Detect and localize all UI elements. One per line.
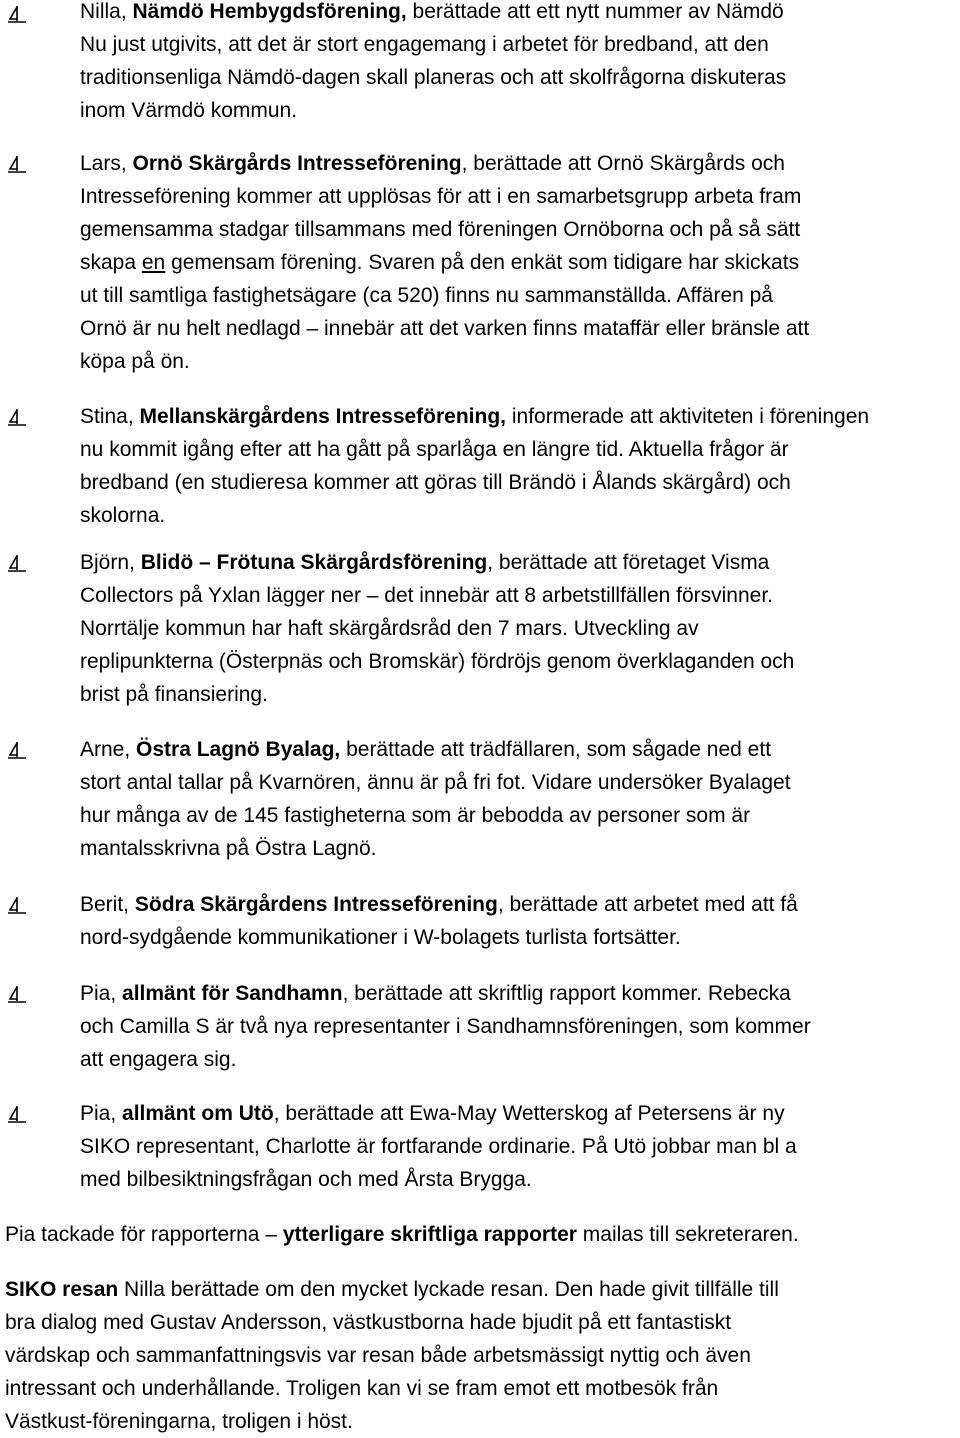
- text-segment: Björn,: [80, 551, 141, 574]
- sailboat-icon: [6, 1104, 28, 1126]
- text-line: [80, 213, 958, 246]
- text-line: [80, 147, 958, 180]
- organization-name: Östra Lagnö Byalag,: [136, 738, 341, 761]
- text-line: [5, 1339, 955, 1372]
- underlined-word: en: [141, 251, 166, 274]
- text-line: [80, 678, 958, 711]
- text-line: [80, 977, 958, 1010]
- text-segment: Arne,: [80, 738, 137, 761]
- text-segment: Pia tackade för rapporterna –: [5, 1223, 283, 1246]
- text-segment: SIKO representant, Charlotte är fortfarande ordinarie. På Utö jobbar man bl a: [80, 1135, 797, 1158]
- text-segment: Pia,: [80, 982, 123, 1005]
- report-item-text: [80, 0, 958, 127]
- text-line: [80, 1163, 958, 1196]
- sailboat-icon: [6, 154, 28, 176]
- text-segment: och Camilla S är två nya representanter i Sandhamnsföreningen, som kommer: [80, 1015, 811, 1038]
- text-segment: Berit,: [80, 893, 135, 916]
- report-item-text: [80, 977, 958, 1076]
- organization-name: allmänt om Utö: [122, 1102, 274, 1125]
- text-line: [80, 246, 958, 279]
- text-segment: att engagera sig.: [80, 1048, 237, 1071]
- text-segment: Ornö är nu helt nedlagd – innebär att det varken finns mataffär eller bränsle att: [80, 317, 810, 340]
- text-line: [80, 1130, 958, 1163]
- text-segment: Nu just utgivits, att det är stort engagemang i arbetet för bredband, att den: [80, 33, 769, 56]
- text-line: [80, 645, 958, 678]
- sailboat-icon: [6, 984, 28, 1006]
- text-line: [80, 433, 958, 466]
- text-line: [80, 832, 958, 865]
- organization-name: Mellanskärgårdens Intresseförening,: [139, 405, 507, 428]
- text-line: [5, 1405, 955, 1438]
- report-item-text: [80, 400, 958, 532]
- text-line: [80, 0, 958, 28]
- text-segment: värdskap och sammanfattningsvis var resan både arbetsmässigt nyttig och även: [5, 1344, 751, 1367]
- closing-paragraph: [5, 1218, 955, 1251]
- text-segment: ut till samtliga fastighetsägare (ca 520) finns nu sammanställda. Affären på: [80, 284, 773, 307]
- text-segment: berättade att ett nytt nummer av Nämdö: [406, 0, 784, 23]
- text-segment: , berättade att Ornö Skärgårds och: [461, 152, 785, 175]
- text-line: [5, 1372, 955, 1405]
- text-segment: , berättade att Ewa-May Wetterskog af Petersens är ny: [273, 1102, 785, 1125]
- text-line: [5, 1218, 955, 1251]
- text-segment: hur många av de 145 fastigheterna som är bebodda av personer som är: [80, 804, 751, 827]
- text-segment: berättade att trädfällaren, som sågade ned ett: [340, 738, 772, 761]
- text-line: [80, 766, 958, 799]
- organization-name: SIKO resan: [5, 1278, 119, 1301]
- text-segment: traditionsenliga Nämdö-dagen skall planeras och att skolfrågorna diskuteras: [80, 66, 787, 89]
- text-line: [80, 1043, 958, 1076]
- report-item-text: [80, 888, 958, 954]
- text-segment: bredband (en studieresa kommer att göras till Brändö i Ålands skärgård) och: [80, 471, 791, 494]
- text-segment: mantalsskrivna på Östra Lagnö.: [80, 837, 377, 860]
- sailboat-icon: [6, 553, 28, 575]
- text-segment: mailas till sekreteraren.: [576, 1223, 799, 1246]
- text-segment: nu kommit igång efter att ha gått på sparlåga en längre tid. Aktuella frågor är: [80, 438, 789, 461]
- siko-resan-paragraph: [5, 1273, 955, 1438]
- text-segment: intressant och underhållande. Troligen kan vi se fram emot ett motbesök från: [5, 1377, 719, 1400]
- text-segment: , berättade att arbetet med att få: [497, 893, 798, 916]
- text-segment: Lars,: [80, 152, 133, 175]
- text-segment: gemensamma stadgar tillsammans med föreningen Ornöborna och på så sätt: [80, 218, 801, 241]
- text-line: [80, 61, 958, 94]
- text-segment: Stina,: [80, 405, 140, 428]
- text-line: [80, 466, 958, 499]
- text-segment: replipunkterna (Österpnäs och Bromskär) fördröjs genom överklaganden och: [80, 650, 795, 673]
- organization-name: Ornö Skärgårds Intresseförening: [132, 152, 462, 175]
- text-segment: nord-sydgående kommunikationer i W-bolagets turlista fortsätter.: [80, 926, 681, 949]
- text-segment: skolorna.: [80, 504, 166, 527]
- text-segment: Nilla berättade om den mycket lyckade resan. Den hade givit tillfälle till: [118, 1278, 779, 1301]
- text-segment: Collectors på Yxlan lägger ner – det innebär att 8 arbetstillfällen försvinner.: [80, 584, 774, 607]
- text-segment: bra dialog med Gustav Andersson, västkustborna hade bjudit på ett fantastiskt: [5, 1311, 732, 1334]
- report-item-text: [80, 546, 958, 711]
- text-line: [80, 94, 958, 127]
- organization-name: Södra Skärgårdens Intresseförening: [134, 893, 498, 916]
- text-line: [5, 1273, 955, 1306]
- text-line: [80, 1097, 958, 1130]
- text-line: [80, 888, 958, 921]
- text-line: [80, 345, 958, 378]
- text-line: [80, 28, 958, 61]
- text-line: [80, 499, 958, 532]
- organization-name: Blidö – Frötuna Skärgårdsförening: [140, 551, 488, 574]
- text-line: [80, 312, 958, 345]
- text-segment: Nilla,: [80, 0, 133, 23]
- text-segment: brist på finansiering.: [80, 683, 268, 706]
- text-segment: skapa: [80, 251, 142, 274]
- text-segment: Intresseförening kommer att upplösas för att i en samarbetsgrupp arbeta fram: [80, 185, 802, 208]
- report-item-text: [80, 147, 958, 378]
- text-segment: , berättade att företaget Visma: [487, 551, 770, 574]
- sailboat-icon: [6, 407, 28, 429]
- text-segment: Västkust-föreningarna, troligen i höst.: [5, 1410, 353, 1433]
- text-segment: med bilbesiktningsfrågan och med Årsta Brygga.: [80, 1168, 532, 1191]
- organization-name: allmänt för Sandhamn: [122, 982, 343, 1005]
- text-line: [80, 612, 958, 645]
- text-line: [80, 279, 958, 312]
- report-item-text: [80, 1097, 958, 1196]
- text-line: [80, 733, 958, 766]
- text-line: [80, 400, 958, 433]
- text-segment: , berättade att skriftlig rapport kommer. Rebecka: [342, 982, 791, 1005]
- sailboat-icon: [6, 740, 28, 762]
- text-segment: Norrtälje kommun har haft skärgårdsråd den 7 mars. Utveckling av: [80, 617, 699, 640]
- text-segment: informerade att aktiviteten i föreningen: [506, 405, 870, 428]
- organization-name: ytterligare skriftliga rapporter: [282, 1223, 577, 1246]
- text-segment: Pia,: [80, 1102, 123, 1125]
- sailboat-icon: [6, 895, 28, 917]
- text-line: [80, 546, 958, 579]
- text-line: [5, 1306, 955, 1339]
- text-segment: inom Värmdö kommun.: [80, 99, 298, 122]
- text-segment: gemensam förening. Svaren på den enkät som tidigare har skickats: [165, 251, 800, 274]
- sailboat-icon: [6, 4, 28, 26]
- text-segment: stort antal tallar på Kvarnören, ännu är på fri fot. Vidare undersöker Byalaget: [80, 771, 791, 794]
- text-line: [80, 579, 958, 612]
- text-line: [80, 180, 958, 213]
- text-segment: köpa på ön.: [80, 350, 190, 373]
- text-line: [80, 799, 958, 832]
- text-line: [80, 1010, 958, 1043]
- text-line: [80, 921, 958, 954]
- report-item-text: [80, 733, 958, 865]
- organization-name: Nämdö Hembygdsförening,: [132, 0, 407, 23]
